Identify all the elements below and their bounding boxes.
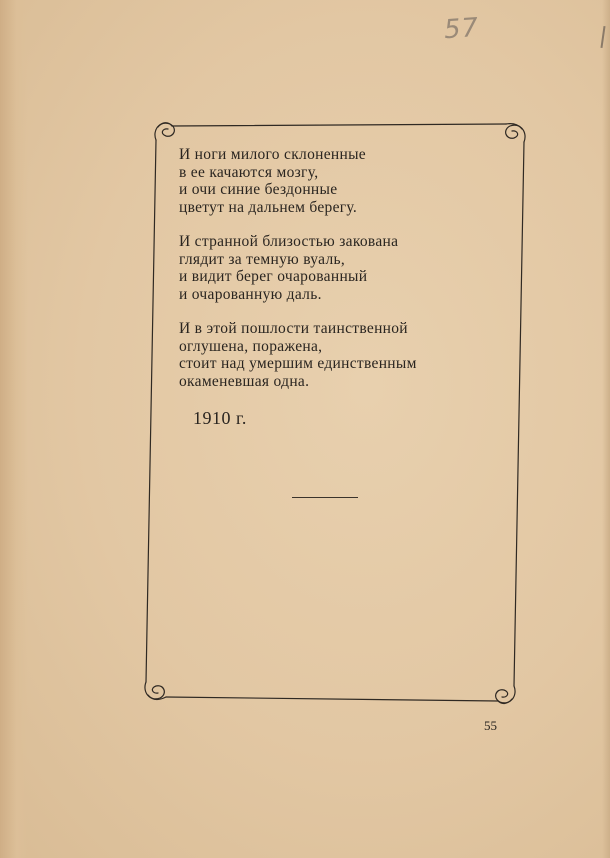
poem-line: И странной близостью закована bbox=[179, 233, 399, 250]
poem-line: в ее качаются мозгу, bbox=[179, 163, 319, 181]
poem-line: глядит за темную вуаль, bbox=[179, 250, 346, 268]
corner-ornament-icon bbox=[506, 124, 525, 142]
page-number: 55 bbox=[484, 718, 497, 733]
frame-bottom-border bbox=[166, 697, 498, 701]
stanza bbox=[179, 320, 479, 390]
corner-ornament-icon bbox=[155, 123, 174, 140]
handwritten-page-number: 57 bbox=[442, 12, 481, 46]
poem-line: цветут на дальнем берегу. bbox=[179, 198, 358, 216]
poem-line: и видит берег очарованный bbox=[179, 268, 368, 285]
poem-line: и очи синие бездонные bbox=[179, 181, 338, 198]
poem-line: И в этой пошлости таинственной bbox=[179, 320, 408, 337]
stanza bbox=[179, 233, 479, 303]
section-divider bbox=[292, 497, 358, 498]
frame-right-border bbox=[514, 142, 524, 686]
corner-ornament-icon bbox=[496, 686, 515, 703]
corner-ornament-icon bbox=[145, 682, 166, 699]
poem-text bbox=[179, 146, 479, 407]
poem-line: оглушена, поражена, bbox=[179, 337, 323, 355]
poem-line: стоит над умершим единственным bbox=[179, 355, 417, 372]
poem-line: и очарованную даль. bbox=[179, 285, 322, 303]
frame-left-border bbox=[146, 140, 156, 682]
frame-top-border bbox=[172, 124, 506, 126]
poem-date: 1910 г. bbox=[193, 408, 247, 428]
poem-line: окаменевшая одна. bbox=[179, 372, 310, 390]
poem-line: И ноги милого склоненные bbox=[179, 146, 366, 163]
stanza bbox=[179, 146, 479, 216]
